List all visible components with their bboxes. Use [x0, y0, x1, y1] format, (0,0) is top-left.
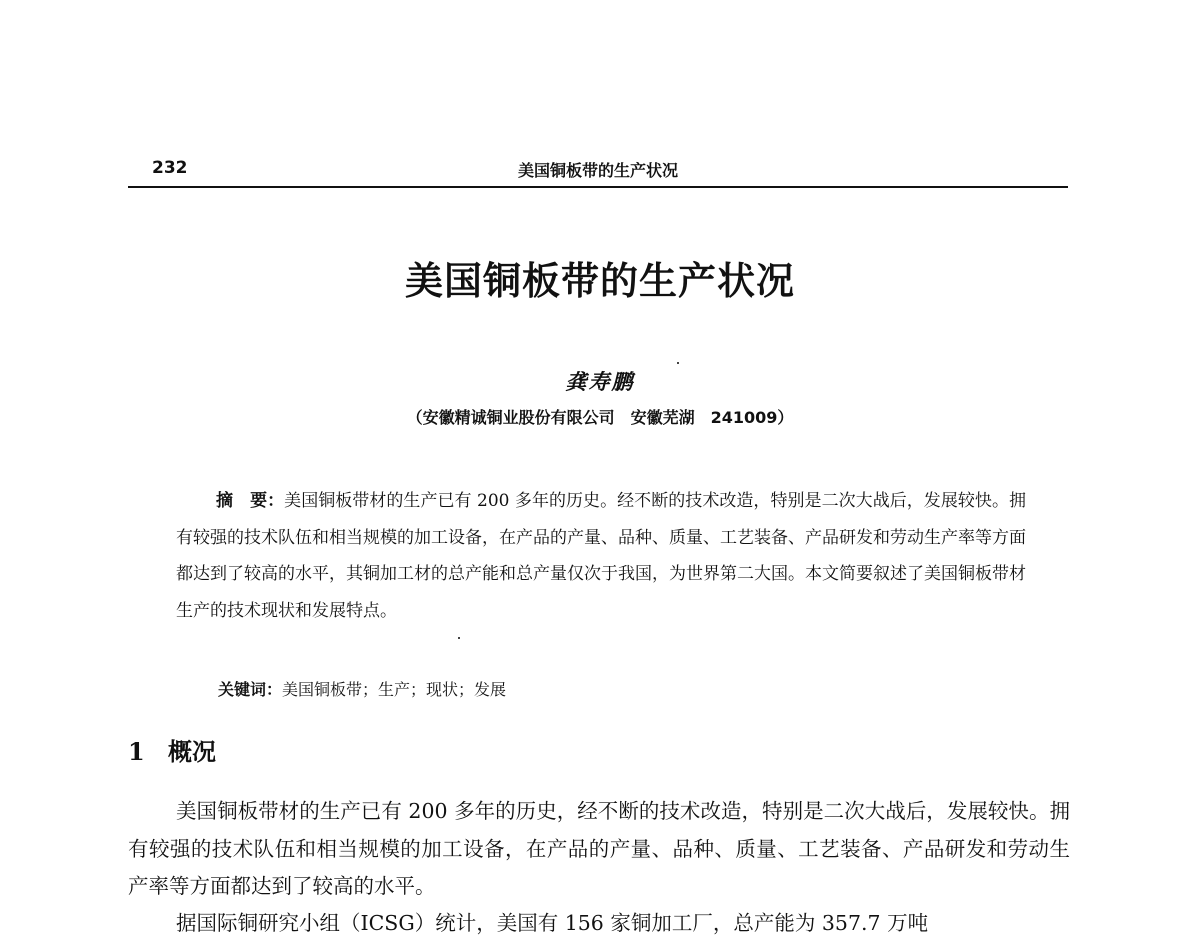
- abstract-text: 美国铜板带材的生产已有 200 多年的历史。经不断的技术改造，特别是二次大战后，发展较快。拥有较强的技术队伍和相当规模的加工设备，在产品的产量、品种、质量、工艺装备、产品研发和劳动生产率等方面都达到了较高的水平，其铜加工材的总产能和总产量仅次于我国，为世界第二大国。本文简要叙述了美国铜板带材生产的技术现状和发展特点。: [176, 491, 1026, 621]
- page-number: 232: [152, 158, 188, 178]
- section-heading: [128, 732, 216, 767]
- scan-speck: [677, 362, 679, 364]
- body-paragraph: 据国际铜研究小组（ICSG）统计，美国有 156 家铜加工厂，总产能为 357.7 万吨: [176, 911, 929, 935]
- keywords-text: 美国铜板带；生产；现状；发展: [282, 680, 507, 699]
- abstract-label: 摘 要：: [216, 491, 285, 511]
- scan-speck: [458, 637, 460, 639]
- author-name: 龚寿鹏: [565, 369, 635, 394]
- running-title: 美国铜板带的生产状况: [517, 161, 678, 180]
- article-title: 美国铜板带的生产状况: [404, 258, 795, 303]
- section-number: 1: [128, 737, 145, 766]
- author-affiliation: （安徽精诚铜业股份有限公司 安徽芜湖 241009）: [406, 408, 794, 427]
- keywords: [218, 677, 506, 700]
- body-paragraph: 美国铜板带材的生产已有 200 多年的历史，经不断的技术改造，特别是二次大战后，发展较快。拥有较强的技术队伍和相当规模的加工设备，在产品的产量、品种、质量、工艺装备、产品研发和劳动生产率等方面都达到了较高的水平。: [128, 799, 1070, 898]
- keywords-label: 关键词：: [218, 680, 283, 699]
- running-header: [128, 152, 1068, 188]
- abstract: [176, 483, 1026, 629]
- section-title: 概况: [168, 738, 216, 766]
